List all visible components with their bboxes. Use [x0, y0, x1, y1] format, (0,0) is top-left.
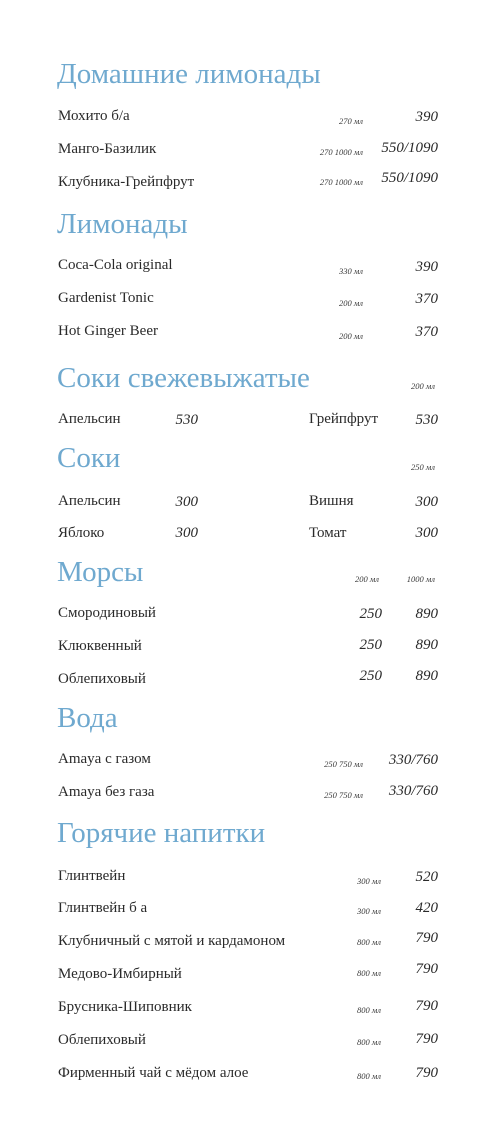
- menu-item-name: Hot Ginger Beer: [58, 323, 158, 339]
- menu-item-price: 790: [415, 1065, 438, 1081]
- menu-item-price: 890: [415, 637, 438, 653]
- menu-item-name: Вишня: [309, 493, 354, 509]
- menu-item-price: 520: [415, 869, 438, 885]
- menu-item-name: Брусника-Шиповник: [58, 999, 192, 1015]
- menu-item-name: Клюквенный: [58, 638, 142, 654]
- section-title-water: Вода: [57, 702, 118, 734]
- menu-item-price: 330/760: [388, 752, 438, 768]
- menu-item-name: Мохито б/а: [58, 108, 130, 124]
- menu-item-volume: 800 мл: [356, 1037, 381, 1047]
- menu-item-volume: 800 мл: [356, 968, 381, 978]
- menu-item-price: 890: [415, 606, 438, 622]
- menu-item-volume: 270 1000 мл: [319, 177, 363, 187]
- menu-item-price: 300: [175, 494, 198, 510]
- menu-item-price: 550/1090: [381, 140, 438, 156]
- menu-item-price: 790: [415, 961, 438, 977]
- menu-item-price: 390: [415, 109, 438, 125]
- menu-item-name: Облепиховый: [58, 1032, 146, 1048]
- menu-item-volume: 800 мл: [356, 937, 381, 947]
- menu-item-price: 300: [415, 494, 438, 510]
- menu-item-name: Томат: [309, 525, 347, 541]
- section-title-mors: Морсы: [57, 556, 144, 588]
- menu-item-price: 300: [415, 525, 438, 541]
- menu-item-name: Amaya с газом: [58, 751, 151, 767]
- menu-item-name: Клубничный с мятой и кардамоном: [58, 933, 286, 949]
- menu-item-name: Gardenist Tonic: [58, 290, 154, 306]
- menu-item-name: Глинтвейн б а: [58, 900, 148, 916]
- menu-item-price: 250: [359, 668, 382, 684]
- menu-item-name: Облепиховый: [58, 671, 146, 687]
- section-volume: 200 мл: [354, 574, 379, 584]
- menu-item-volume: 800 мл: [356, 1005, 381, 1015]
- menu-item-volume: 250 750 мл: [324, 759, 363, 769]
- menu-item-volume: 270 1000 мл: [319, 147, 363, 157]
- menu-item-price: 790: [415, 930, 438, 946]
- menu-item-volume: 800 мл: [356, 1071, 381, 1081]
- menu-item-name: Яблоко: [58, 525, 105, 541]
- menu-item-price: 420: [415, 900, 438, 916]
- menu-item-price: 370: [415, 291, 438, 307]
- menu-item-volume: 330 мл: [338, 266, 363, 276]
- menu-item-name: Клубника-Грейпфрут: [58, 174, 195, 190]
- section-volume: 250 мл: [410, 462, 435, 472]
- menu-item-name: Фирменный чай с мёдом алое: [58, 1065, 249, 1081]
- menu-item-volume: 270 мл: [338, 116, 363, 126]
- section-title-home-lemonades: Домашние лимонады: [57, 58, 321, 90]
- menu-item-price: 330/760: [388, 783, 438, 799]
- section-title-lemonades: Лимонады: [57, 208, 188, 240]
- section-title-juices: Соки: [57, 442, 121, 474]
- menu-item-price: 530: [415, 412, 438, 428]
- menu-item-name: Грейпфрут: [309, 411, 379, 427]
- menu-item-price: 890: [415, 668, 438, 684]
- menu-item-price: 370: [415, 324, 438, 340]
- menu-item-volume: 250 750 мл: [324, 790, 363, 800]
- menu-item-price: 790: [415, 1031, 438, 1047]
- menu-item-name: Глинтвейн: [58, 868, 126, 884]
- section-volume: 200 мл: [410, 381, 435, 391]
- menu-item-price: 530: [175, 412, 198, 428]
- section-title-fresh-juices: Соки свежевыжатые: [57, 362, 310, 394]
- menu-item-name: Апельсин: [58, 411, 121, 427]
- menu-item-price: 250: [359, 606, 382, 622]
- menu-item-name: Amaya без газа: [58, 784, 155, 800]
- section-volume: 1000 мл: [406, 574, 435, 584]
- menu-item-name: Апельсин: [58, 493, 121, 509]
- menu-item-name: Coca-Cola original: [58, 257, 173, 273]
- menu-item-price: 390: [415, 259, 438, 275]
- menu-item-volume: 300 мл: [356, 876, 381, 886]
- menu-item-volume: 300 мл: [356, 906, 381, 916]
- menu-item-volume: 200 мл: [338, 298, 363, 308]
- menu-item-price: 250: [359, 637, 382, 653]
- menu-item-price: 300: [175, 525, 198, 541]
- menu-item-name: Смородиновый: [58, 605, 156, 621]
- menu-item-volume: 200 мл: [338, 331, 363, 341]
- menu-item-name: Медово-Имбирный: [58, 966, 182, 982]
- menu-item-price: 550/1090: [381, 170, 438, 186]
- menu-item-price: 790: [415, 998, 438, 1014]
- section-title-hot-drinks: Горячие напитки: [57, 817, 266, 849]
- menu-item-name: Манго-Базилик: [58, 141, 157, 157]
